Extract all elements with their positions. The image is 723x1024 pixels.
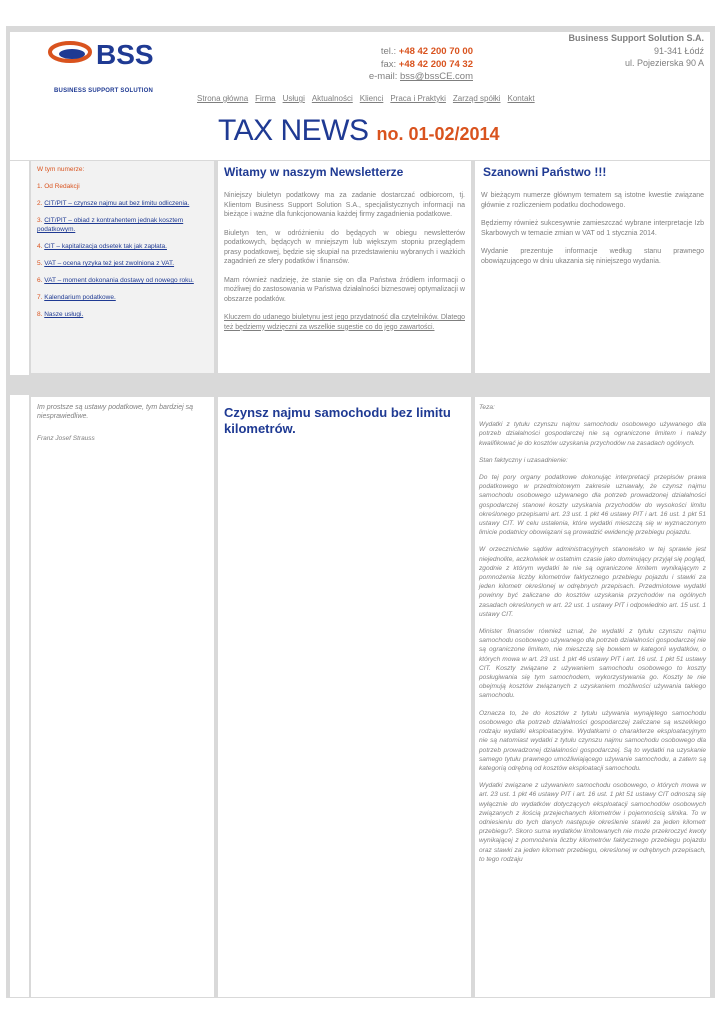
welcome-paragraph: Mam również nadzieję, że stanie się on dla Państwa źródłem informacji o możliwej do zastosowania w Państwa działalności biznesowej optymalizacji w obszarze podatków. [224, 276, 465, 303]
company-address [504, 32, 704, 70]
nav-contact[interactable]: Kontakt [507, 94, 535, 103]
email-link[interactable]: bss@bssCE.com [400, 71, 473, 82]
article-paragraph: Wydatki z tytułu czynszu najmu samochodu osobowego używanego dla potrzeb działalności gospodarczej nie są ograniczone limitem i należy kwalifikować je do kosztów uzyskania przychodów na zasadach ogólnych. [479, 421, 706, 447]
welcome-paragraph: Niniejszy biuletyn podatkowy ma za zadanie dostarczać odbiorcom, tj. Klientom Business Support Solution S.A., specjalistycznych informacji na bieżące i ważne dla funkcjonowania każdej firmy zagadnienia podatkowe. [224, 192, 465, 218]
greeting-paragraph: Będziemy również sukcesywnie zamieszczać wybrane interpretacje Izb Skarbowych w temacie zmian w VAT od 1 stycznia 2014. [481, 220, 704, 237]
article-title: Czynsz najmu samochodu bez limitu kilometrów. [224, 405, 451, 436]
toc-item[interactable]: 1. Od Redakcji [37, 183, 80, 190]
company-city: 91-341 Łódź [653, 45, 704, 56]
newsletter-title: TAX NEWS no. 01-02/2014 [218, 114, 500, 147]
left-margin [10, 161, 29, 997]
nav-home[interactable]: Strona główna [197, 94, 249, 103]
quote-text: Im prostsze są ustawy podatkowe, tym bardziej są niesprawiedliwe. [37, 404, 194, 420]
nav-company[interactable]: Firma [255, 94, 276, 103]
toc-item[interactable]: 4. CIT – kapitalizacja odsetek tak jak zapłata. [37, 243, 167, 250]
bss-logo [46, 38, 166, 78]
nav-services[interactable]: Usługi [282, 94, 305, 103]
greeting-paragraph: Wydanie prezentuje informacje według stanu prawnego obowiązującego w dniu ukazania się niniejszego wydania. [481, 248, 704, 265]
quote-author: Franz Josef Strauss [37, 435, 95, 442]
greeting-section [475, 161, 710, 373]
toc-item[interactable]: 5. VAT – ocena ryzyka też jest zwolniona z VAT. [37, 260, 175, 267]
article-paragraph: Minister finansów również uznał, że wydatki z tytułu czynszu najmu samochodu osobowego używanego dla potrzeb działalności gospodarczej nie są ograniczone limitem, nie mieszczą się bowiem w kategorii wydatków, o których mowa w art. 23 ust. 1 pkt 46 ustawy PIT i art. 16 ust. 1 pkt 51 ustawy CIT. Koszty związane z używaniem samochodu osobowego to koszty posługiwania się tym samochodem, wykorzystywania go. Koszty te nie obejmują kosztów związanych z uzyskaniem możliwości używania takiego samochodu. [479, 628, 706, 700]
toc-item[interactable]: 2. CIT/PIT – czynsze najmu aut bez limitu odliczenia. [37, 200, 190, 207]
nav-news[interactable]: Aktualności [311, 94, 353, 103]
article-paragraph: Wydatki związane z używaniem samochodu osobowego, o których mowa w art. 23 ust. 1 pkt 46 ustawy PIT i art. 16 ust. 1 pkt 51 ustawy CIT odnoszą się wyłącznie do wydatków dotyczących eksploatacji samochodów osobowych związanych z ilością przejechanych kilometrów i pojemnością silnika. To w odniesieniu do tych danych następuje określenie stawki za jeden kilometr przebiegu?. Skoro suma wydatków limitowanych nie może przekroczyć kwoty wynikającej z pomnożenia liczby kilometrów faktycznego przebiegu pojazdu oraz stawki za jeden kilometr przebiegu, określonej w odrębnych przepisach, to tego rodzaju [479, 782, 706, 863]
article-paragraph: W orzecznictwie sądów administracyjnych stanowisko w tej sprawie jest niejednolite, aczkolwiek w ostatnim czasie jako dominujący przyjął się pogląd, zgodnie z którym wydatki te nie są ograniczone limitem wynikającym z pomnożenia liczby kilometrów faktycznego przebiegu pojazdu i stawki za jeden kilometr określonej w odrębnych przepisach. Przedmiotowe wydatki powinny być zaliczane do kosztów uzyskania przychodów na ogólnych zasadach określonych w art. 22 ust. 1 ustawy PIT i odpowiednio art. 15 ust. 1 ustawy CIT. [479, 546, 706, 618]
toc-item[interactable]: 6. VAT – moment dokonania dostawy od nowego roku. [37, 277, 194, 284]
article-heading-column [218, 397, 471, 997]
main-nav [197, 94, 535, 103]
company-street: ul. Pojezierska 90 A [624, 58, 704, 68]
article-paragraph: Do tej pory organy podatkowe dokonując interpretacji przepisów prawa podatkowego w przedmiotowym zakresie uznawały, że czynsz najmu samochodu osobowego używanego dla potrzeb prowadzonej działalności gospodarczej stanowi koszty uzyskania przychodów do wysokości limitu określonego przepisami art. 23 ust. 1 pkt 46 ustawy PIT i art. 16 ust. 1 pkt 51 ustawy CIT. W celu ustalenia, które wydatki mieszczą się w wyznaczonym limicie podatnicy obowiązani są prowadzić ewidencję przebiegu pojazdu. [479, 474, 706, 537]
quote-column [31, 397, 214, 997]
article-paragraph: Oznacza to, że do kosztów z tytułu używania wynajętego samochodu osobowego dla potrzeb działalności gospodarczej zaliczane są wszelkiego rodzaju wydatki eksploatacyjne. Wydatkami o charakterze eksploatacyjnym nie są natomiast wydatki z tytułu czynszu najmu samochodu osobowego dla potrzeb prowadzonej działalności gospodarczej. Są to wydatki na uzyskanie samego tytułu prawnego umożliwiającego używanie samochodu, a zatem są kategorią odrębną od kosztów eksploatacji samochodu. [479, 709, 706, 772]
toc-item[interactable]: 3. CIT/PIT – obiad z kontrahentem jednak kosztem podatkowym. [37, 217, 184, 233]
logo-word: BSS [96, 39, 154, 70]
contact-info [340, 46, 473, 84]
article-body [475, 397, 710, 997]
toc-item[interactable]: 8. Nasze usługi. [37, 311, 84, 318]
article-paragraph: Teza: [479, 404, 495, 411]
article-paragraph: Stan faktyczny i uzasadnienie: [479, 456, 568, 464]
contact-email: e-mail: bss@bssCE.com [368, 71, 473, 82]
nav-clients[interactable]: Klienci [359, 94, 384, 103]
section-divider [10, 375, 710, 395]
contact-tel: tel.: +48 42 200 70 00 [380, 46, 473, 57]
toc-heading: W tym numerze: [37, 166, 85, 173]
company-name: Business Support Solution S.A. [568, 33, 704, 43]
newsletter-header [10, 32, 710, 160]
welcome-closing: Kluczem do udanego biuletynu jest jego przydatność dla czytelników. Dlatego też będziemy wdzięczni za wszelkie sugestie co do jego zawartości. [224, 314, 465, 331]
logo-tagline: BUSINESS SUPPORT SOLUTION [54, 88, 154, 94]
contact-fax: fax: +48 42 200 74 32 [380, 58, 473, 70]
welcome-section [218, 161, 471, 373]
greeting-paragraph: W bieżącym numerze głównym tematem są istotne kwestie związane głównie z rozliczeniem podatku dochodowego. [481, 192, 704, 209]
nav-careers[interactable]: Praca i Praktyki [390, 94, 446, 103]
nav-board[interactable]: Zarząd spółki [452, 94, 501, 103]
welcome-paragraph: Biuletyn ten, w odróżnieniu do będących w obiegu newsletterów podatkowych, będących w mniejszym lub większym stopniu przeglądem prasy podatkowej, będzie się skupiał na przedstawieniu wybranych i ważkich zagadnień ze sfery podatków i finansów. [224, 229, 465, 265]
table-of-contents [31, 161, 214, 373]
welcome-heading: Witamy w naszym Newsletterze [224, 165, 404, 179]
toc-item[interactable]: 7. Kalendarium podatkowe. [37, 294, 116, 301]
issue-number: no. 01-02/2014 [376, 124, 500, 144]
greeting-heading: Szanowni Państwo !!! [483, 165, 607, 179]
